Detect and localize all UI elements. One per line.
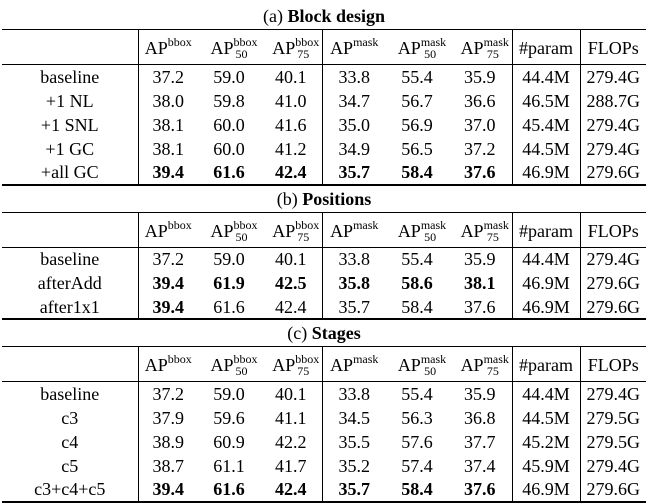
header-param: #param [512,347,580,382]
header-ap-bbox [138,347,198,382]
table-cell: 279.5G [580,430,646,454]
table-cell: 58.6 [401,273,433,293]
table-cell: 55.4 [386,247,448,271]
header-ap75-bbox [260,347,322,382]
table-cell: 279.4G [580,65,646,89]
table-cell: 56.5 [401,138,433,159]
column-header-row [2,30,646,65]
table-cell: 41.1 [275,407,307,428]
table-cell: 35.9 [448,65,512,89]
ap-base-text: AP [210,355,234,375]
table-cell: 41.7 [275,455,307,476]
table-row [2,430,646,454]
header-ap-bbox [138,30,198,65]
table-cell: 61.1 [213,455,245,476]
table-cell: 44.4M [512,382,580,406]
row-label: c4 [61,431,79,452]
column-header-row [2,212,646,247]
caption-title: Positions [302,188,372,209]
table-cell: 35.0 [322,113,386,137]
ap-subscript: 75 [486,229,499,244]
ap-base-text: AP [272,38,296,58]
table-cell: 40.1 [260,247,322,271]
table-cell: 35.2 [322,454,386,478]
ap-superscript: mask [483,352,509,366]
ap-superscript: bbox [167,35,192,49]
table-cell: 279.4G [580,454,646,478]
ap-subscript: 50 [235,364,248,378]
header-ap75-bbox [260,212,322,247]
ap-superscript: bbox [233,217,258,232]
row-label: baseline [2,65,138,89]
table-cell: 45.9M [512,454,580,478]
table-cell: 41.2 [275,138,307,159]
row-label: +1 GC [45,138,95,159]
row-label: +1 SNL [40,114,99,135]
ap-base-text: AP [397,38,421,58]
header-param: #param [512,212,580,247]
ap-superscript: bbox [167,352,192,366]
ap-subscript: 75 [297,364,310,378]
table-cell: 34.7 [322,89,386,113]
table-cell: 60.9 [213,431,245,452]
ablation-table [2,3,646,503]
header-ap-mask [322,30,386,65]
table-cell: 39.4 [138,271,198,295]
table-cell: 42.2 [275,431,307,452]
row-label: afterAdd [37,273,102,293]
ap-superscript: bbox [233,352,258,366]
header-ap50-bbox [198,30,260,65]
table-cell: 35.7 [322,161,386,185]
ap-base-text: AP [272,355,296,375]
caption-prefix: (a) [263,6,288,26]
header-ap-bbox [138,212,198,247]
ap-base-text: AP [397,220,421,241]
ap-subscript: 75 [297,229,310,244]
table-row [2,271,646,295]
table-cell: 37.9 [138,406,198,430]
table-cell: 61.6 [198,161,260,185]
table-row [2,161,646,185]
table-cell: 61.6 [198,478,260,502]
table-cell: 60.0 [213,138,245,159]
caption-prefix: (b) [276,188,303,209]
table-cell: 59.0 [198,65,260,89]
ap-base-text: AP [144,355,168,375]
table-cell: 58.4 [386,295,448,319]
table-cell: 36.8 [464,407,496,428]
ap-superscript: bbox [295,217,320,232]
row-label: baseline [2,247,138,271]
table-row [2,454,646,478]
table-cell: 38.1 [464,273,496,293]
header-empty [2,347,138,382]
header-ap75-mask [448,212,512,247]
table-cell: 40.1 [260,382,322,406]
table-row [2,478,646,502]
table-cell: 35.7 [322,295,386,319]
table-cell: 44.5M [512,406,580,430]
table-cell: 279.4G [580,247,646,271]
table-cell: 59.6 [213,407,245,428]
ap-superscript: mask [353,217,379,232]
table-cell: 56.7 [401,90,433,111]
table-cell: 37.6 [448,161,512,185]
table-cell: 46.9M [512,271,580,295]
header-ap50-mask [386,30,448,65]
ap-base-text: AP [397,355,421,375]
table-cell: 38.1 [138,137,198,161]
table-cell: 38.1 [138,113,198,137]
ap-subscript: 50 [424,229,437,244]
ap-superscript: mask [483,35,509,49]
table-cell: 279.6G [580,478,646,502]
table-cell: 279.4G [580,137,646,161]
table-cell: 42.4 [260,295,322,319]
row-label: c5 [61,455,79,476]
ap-superscript: bbox [167,217,192,232]
table-cell: 42.5 [275,273,307,293]
table-cell: 38.9 [138,430,198,454]
table-cell: 46.9M [512,161,580,185]
ap-subscript: 50 [235,229,248,244]
caption-prefix: (c) [287,323,312,343]
table-cell: 279.6G [580,271,646,295]
header-ap50-mask [386,347,448,382]
table-cell: 37.2 [138,382,198,406]
header-ap-mask [322,347,386,382]
table-cell: 41.0 [275,90,307,111]
ap-subscript: 75 [486,47,499,61]
table-cell: 37.2 [464,138,496,159]
ap-subscript: 75 [297,47,310,61]
header-ap50-bbox [198,347,260,382]
table-cell: 57.6 [401,431,433,452]
table-cell: 61.9 [213,273,245,293]
table-cell: 42.4 [260,161,322,185]
table-row [2,113,646,137]
table-row [2,137,646,161]
ap-superscript: mask [420,35,447,49]
table-cell: 37.6 [448,295,512,319]
ap-base-text: AP [210,38,234,58]
table-cell: 42.4 [260,478,322,502]
section-caption-row [2,3,646,30]
ap-base-text: AP [330,38,354,58]
header-ap-mask [322,212,386,247]
ap-subscript: 50 [424,47,437,61]
ap-superscript: mask [353,352,379,366]
header-ap75-mask [448,347,512,382]
header-flops: FLOPs [580,212,646,247]
table-cell: 61.6 [198,295,260,319]
table-cell: 33.8 [322,65,386,89]
table-cell: 38.7 [138,454,198,478]
table-cell: 37.2 [138,247,198,271]
table-cell: 39.4 [138,295,198,319]
ap-base-text: AP [460,220,484,241]
table-row [2,295,646,319]
table-cell: 37.0 [464,114,496,135]
table-row [2,382,646,406]
table-cell: 45.4M [512,113,580,137]
row-label: +1 NL [45,90,94,111]
table-cell: 57.4 [401,455,433,476]
table-cell: 39.4 [138,478,198,502]
ap-superscript: bbox [295,352,320,366]
ap-subscript: 75 [486,364,499,378]
header-ap75-bbox [260,30,322,65]
caption-title: Block design [287,6,386,26]
ap-base-text: AP [144,220,168,241]
table-cell: 35.9 [448,247,512,271]
table-cell: 55.4 [386,65,448,89]
table-cell: 37.6 [448,478,512,502]
ap-superscript: mask [420,217,447,232]
ap-superscript: bbox [295,35,320,49]
ap-base-text: AP [210,220,234,241]
table-cell: 279.4G [580,382,646,406]
table-cell: 34.9 [322,137,386,161]
table-cell: 58.4 [386,161,448,185]
header-ap50-mask [386,212,448,247]
table-cell: 55.4 [386,382,448,406]
table-cell: 44.5M [512,137,580,161]
table-cell: 35.7 [322,478,386,502]
table-cell: 33.8 [322,247,386,271]
table-cell: 37.7 [464,431,496,452]
ap-superscript: mask [483,217,509,232]
table-cell: 36.6 [464,90,496,111]
table-cell: 35.8 [322,271,386,295]
table-cell: 41.6 [275,114,307,135]
section-caption [2,185,646,213]
table-cell: 34.5 [322,406,386,430]
header-empty [2,30,138,65]
table-cell: 56.9 [401,114,433,135]
ap-base-text: AP [460,38,484,58]
table-cell: 46.9M [512,295,580,319]
table-cell: 44.4M [512,65,580,89]
table-cell: 59.8 [213,90,245,111]
ap-base-text: AP [144,38,168,58]
header-param: #param [512,30,580,65]
table-cell: 46.5M [512,89,580,113]
table-cell: 60.0 [213,114,245,135]
table-cell: 59.0 [198,382,260,406]
section-caption [2,3,646,30]
header-ap75-mask [448,30,512,65]
ap-subscript: 50 [424,364,437,378]
table-cell: 35.9 [448,382,512,406]
ap-superscript: bbox [233,35,258,49]
table-cell: 45.2M [512,430,580,454]
table-row [2,406,646,430]
table-cell: 37.4 [464,455,496,476]
table-cell: 279.4G [580,113,646,137]
section-caption [2,319,646,347]
table-cell: 37.2 [138,65,198,89]
ap-subscript: 50 [235,47,248,61]
header-flops: FLOPs [580,347,646,382]
table-cell: 38.0 [138,89,198,113]
ap-base-text: AP [330,220,354,241]
table-cell: 288.7G [580,89,646,113]
table-cell: 40.1 [260,65,322,89]
row-label: baseline [2,382,138,406]
table-cell: 44.4M [512,247,580,271]
table-cell: 279.6G [580,295,646,319]
ap-base-text: AP [460,355,484,375]
table-cell: 39.4 [138,161,198,185]
header-ap50-bbox [198,212,260,247]
table-cell: 46.9M [512,478,580,502]
header-flops: FLOPs [580,30,646,65]
column-header-row [2,347,646,382]
table-cell: 59.0 [198,247,260,271]
row-label: +all GC [2,161,138,185]
section-caption-row [2,185,646,213]
caption-title: Stages [311,323,361,343]
table-cell: 33.8 [322,382,386,406]
table-cell: 279.6G [580,161,646,185]
section-caption-row [2,319,646,347]
row-label: c3 [61,407,79,428]
table-cell: 58.4 [386,478,448,502]
table-row [2,65,646,89]
row-label: after1x1 [2,295,138,319]
ap-superscript: mask [420,352,447,366]
table-cell: 56.3 [401,407,433,428]
table-cell: 279.5G [580,406,646,430]
table-cell: 35.5 [322,430,386,454]
ap-superscript: mask [353,35,379,49]
table-row [2,89,646,113]
table-row [2,247,646,271]
ap-base-text: AP [272,220,296,241]
row-label: c3+c4+c5 [2,478,138,502]
header-empty [2,212,138,247]
ap-base-text: AP [330,355,354,375]
